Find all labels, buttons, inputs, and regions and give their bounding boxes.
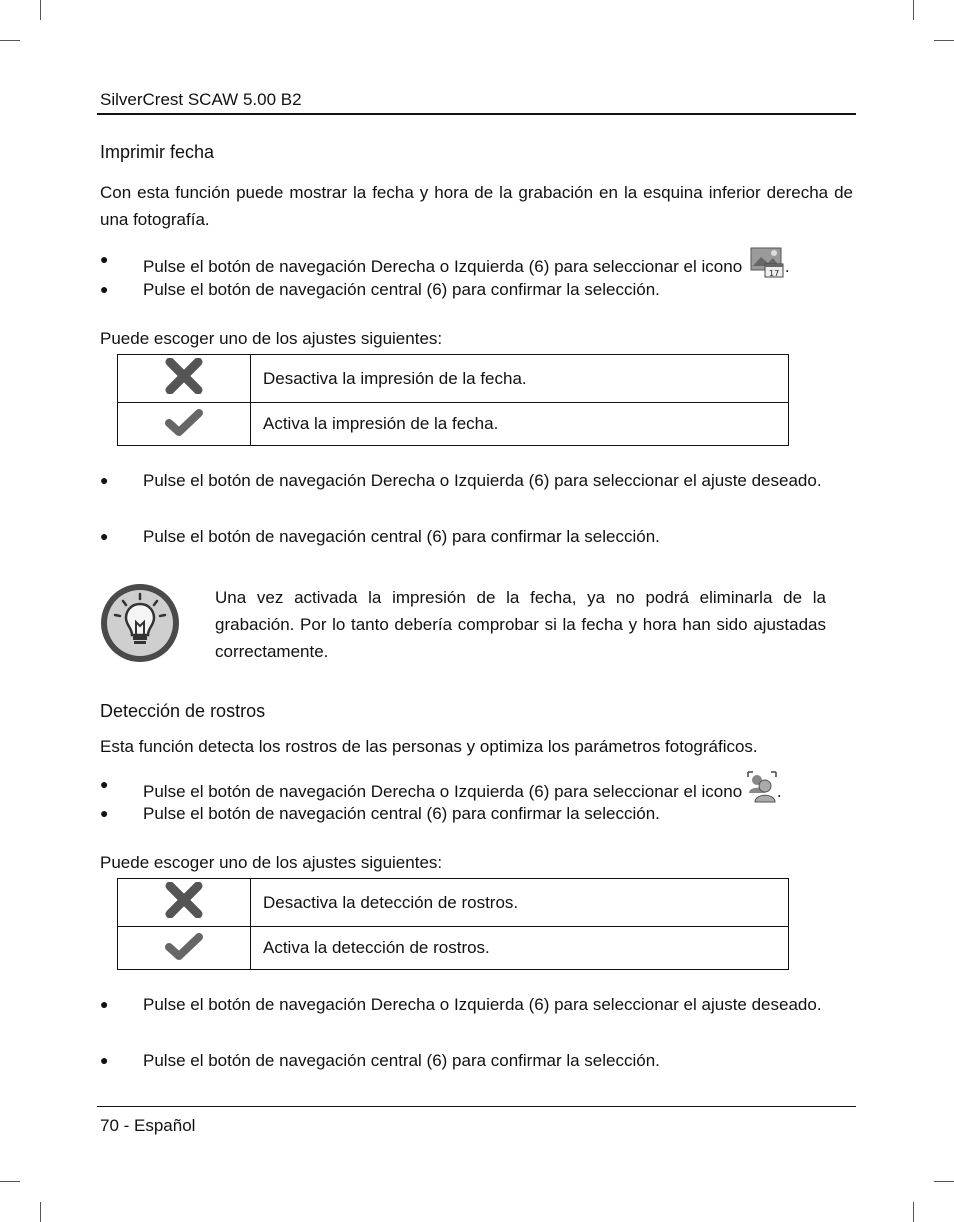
bullet-text: Pulse el botón de navegación Derecha o Izquierda (6) para seleccionar el ajuste deseado. xyxy=(143,471,822,490)
bullet-suffix: . xyxy=(784,257,790,276)
bullet-text: Pulse el botón de navegación central (6) para confirmar la selección. xyxy=(143,1051,660,1070)
bullet-dot: ● xyxy=(100,996,109,1012)
bullet-dot: ● xyxy=(100,472,109,488)
header-title: SilverCrest SCAW 5.00 B2 xyxy=(100,90,302,109)
bullet-dot: ● xyxy=(100,1052,109,1068)
table-cell-icon xyxy=(118,879,251,927)
section-intro: Esta función detecta los rostros de las personas y optimiza los parámetros fotográficos. xyxy=(100,737,758,756)
svg-text:17: 17 xyxy=(768,269,780,278)
table-row xyxy=(118,403,789,446)
table-cell-text: Desactiva la detección de rostros. xyxy=(251,879,789,927)
crop-mark xyxy=(913,1202,914,1222)
options-intro: Puede escoger uno de los ajustes siguientes: xyxy=(100,329,443,348)
crop-mark xyxy=(0,40,20,41)
table-row xyxy=(118,879,789,927)
x-mark-icon xyxy=(164,903,204,922)
crop-mark xyxy=(934,1181,954,1182)
table-cell-text: Activa la impresión de la fecha. xyxy=(251,403,789,446)
section-intro: Con esta función puede mostrar la fecha y hora de la grabación en la esquina inferior derecha de una fotografía. xyxy=(100,183,853,229)
table-cell-text: Activa la detección de rostros. xyxy=(251,927,789,970)
options-table xyxy=(117,354,789,446)
bullet-text-content: Pulse el botón de navegación Derecha o Izquierda (6) para seleccionar el icono xyxy=(143,782,743,801)
footer-page-number: 70 - Español xyxy=(100,1116,196,1135)
bullet-text: Pulse el botón de navegación central (6) para confirmar la selección. xyxy=(143,804,660,823)
bullet-dot: ● xyxy=(100,528,109,544)
header-rule xyxy=(97,113,856,115)
bullet-dot: ● xyxy=(100,281,109,297)
table-cell-icon xyxy=(118,355,251,403)
crop-mark xyxy=(934,40,954,41)
note-text: Una vez activada la impresión de la fecha, ya no podrá eliminarla de la grabación. Por lo tanto debería comprobar si la fecha y hora han sido ajustadas correctamente. xyxy=(215,588,826,661)
bullet-suffix: . xyxy=(776,782,782,801)
table-cell-icon xyxy=(118,403,251,446)
bullet-text: Pulse el botón de navegación central (6) para confirmar la selección. xyxy=(143,527,660,546)
crop-mark xyxy=(0,1181,20,1182)
lightbulb-icon xyxy=(99,582,181,664)
table-row xyxy=(118,927,789,970)
crop-mark xyxy=(40,0,41,20)
bullet-text: Pulse el botón de navegación central (6) para confirmar la selección. xyxy=(143,280,660,299)
table-cell-icon xyxy=(118,927,251,970)
table-cell-text: Desactiva la impresión de la fecha. xyxy=(251,355,789,403)
bullet-dot: ● xyxy=(100,805,109,821)
bullet-text: Pulse el botón de navegación Derecha o Izquierda (6) para seleccionar el ajuste deseado. xyxy=(143,995,822,1014)
options-intro: Puede escoger uno de los ajustes siguientes: xyxy=(100,853,443,872)
crop-mark xyxy=(913,0,914,20)
table-row xyxy=(118,355,789,403)
x-mark-icon xyxy=(164,379,204,398)
options-table xyxy=(117,878,789,970)
bullet-text-content: Pulse el botón de navegación Derecha o Izquierda (6) para seleccionar el icono xyxy=(143,257,743,276)
section-heading: Imprimir fecha xyxy=(100,142,215,162)
check-mark-icon xyxy=(164,422,204,441)
check-mark-icon xyxy=(164,946,204,965)
section-heading: Detección de rostros xyxy=(100,701,266,721)
footer-rule xyxy=(97,1106,856,1107)
bullet-dot: ● xyxy=(100,776,109,792)
crop-mark xyxy=(40,1202,41,1222)
bullet-dot: ● xyxy=(100,251,109,267)
